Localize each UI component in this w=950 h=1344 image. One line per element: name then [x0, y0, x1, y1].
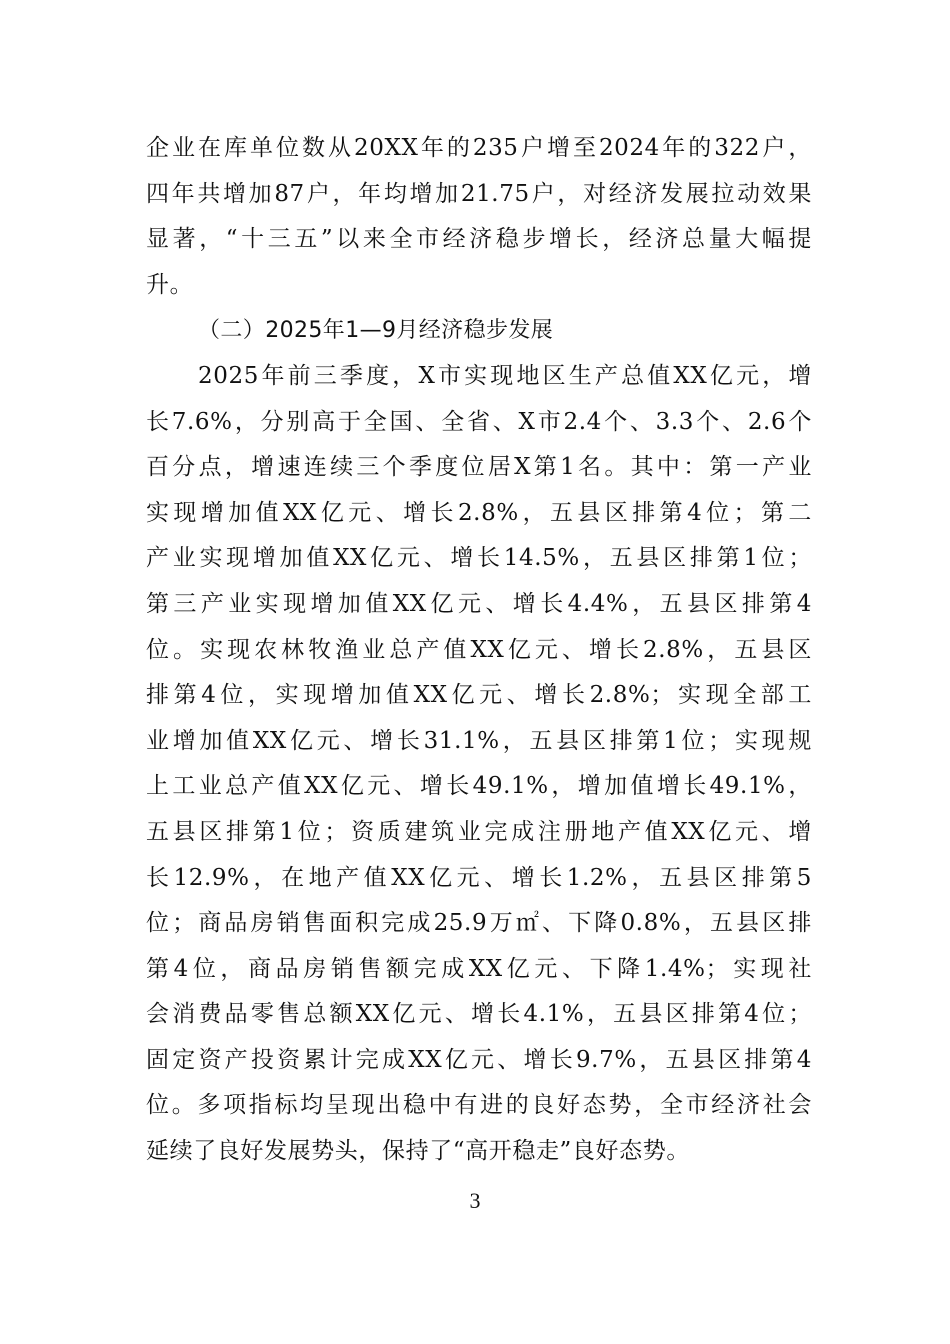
text-line: 固定资产投资累计完成XX亿元、增长9.7%，五县区排第4 — [146, 1046, 812, 1073]
text-line: 延续了良好发展势头，保持了“高开稳走”良好态势。 — [146, 1138, 690, 1165]
text-line: 百分点，增速连续三个季度位居X第1名。其中：第一产业 — [146, 454, 812, 481]
text-line: 会消费品零售总额XX亿元、增长4.1%，五县区排第4位； — [146, 1001, 812, 1028]
text-line: 位。实现农林牧渔业总产值XX亿元、增长2.8%，五县区 — [146, 636, 812, 663]
text-line: 排第4位，实现增加值XX亿元、增长2.8%；实现全部工 — [146, 682, 812, 709]
text-line: 四年共增加87户，年均增加21.75户，对经济发展拉动效果 — [146, 180, 812, 207]
text-line: 位；商品房销售面积完成25.9万㎡、下降0.8%，五县区排 — [146, 910, 812, 937]
page-number: 3 — [469, 1188, 481, 1213]
text-line: 2025年前三季度，X市实现地区生产总值XX亿元，增 — [198, 362, 812, 389]
text-line: 升。 — [146, 271, 194, 298]
text-line: 业增加值XX亿元、增长31.1%，五县区排第1位；实现规 — [146, 727, 812, 754]
text-line: 实现增加值XX亿元、增长2.8%，五县区排第4位；第二 — [146, 499, 812, 526]
body-text — [146, 126, 812, 1175]
text-line: 企业在库单位数从20XX年的235户增至2024年的322户， — [146, 135, 812, 161]
text-line: 产业实现增加值XX亿元、增长14.5%，五县区排第1位； — [146, 545, 812, 572]
text-line: 第三产业实现增加值XX亿元、增长4.4%，五县区排第4 — [146, 590, 812, 617]
text-line: 长12.9%，在地产值XX亿元、增长1.2%，五县区排第5 — [146, 864, 812, 891]
text-line: 显著，“十三五”以来全市经济稳步增长，经济总量大幅提 — [146, 226, 812, 253]
text-line: 五县区排第1位；资质建筑业完成注册地产值XX亿元、增 — [146, 818, 812, 845]
text-line: 上工业总产值XX亿元、增长49.1%，增加值增长49.1%， — [146, 773, 812, 800]
text-line: 第4位，商品房销售额完成XX亿元、下降1.4%；实现社 — [146, 955, 812, 982]
section-heading: （二）2025年1—9月经济稳步发展 — [198, 318, 554, 344]
text-line: 位。多项指标均呈现出稳中有进的良好态势，全市经济社会 — [146, 1092, 812, 1119]
text-line: 长7.6%，分别高于全国、全省、X市2.4个、3.3个、2.6个 — [146, 408, 812, 435]
